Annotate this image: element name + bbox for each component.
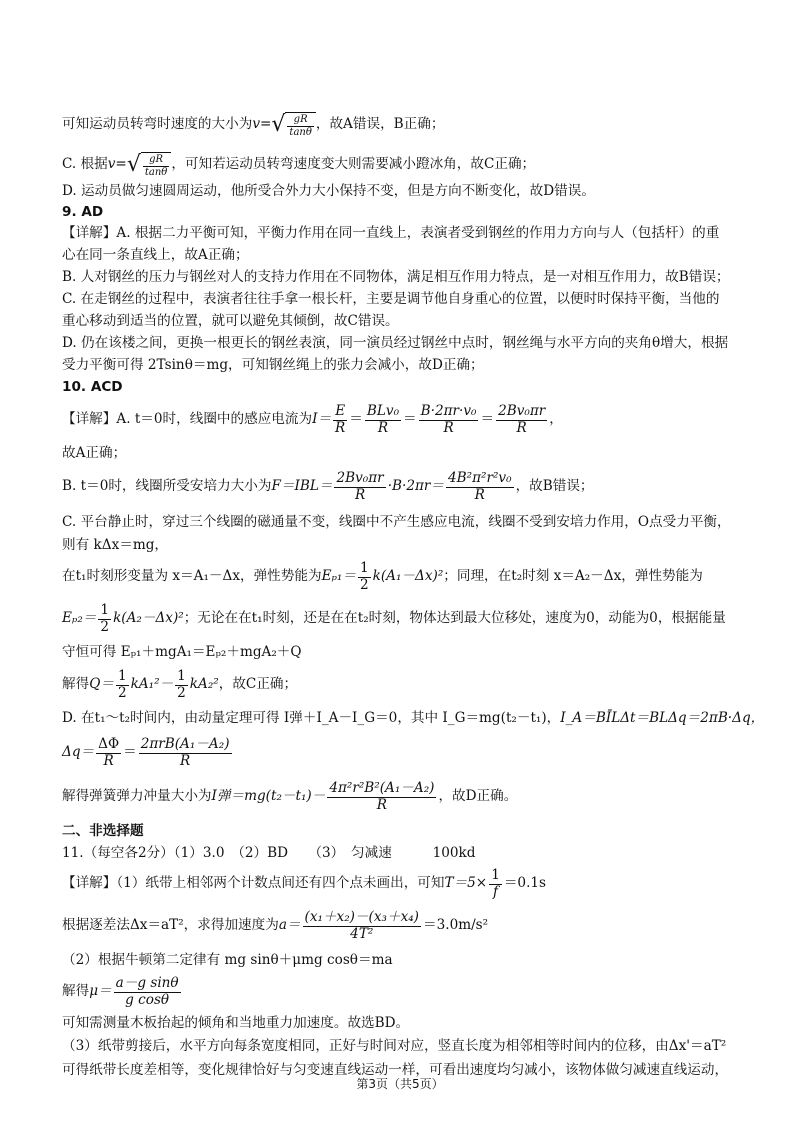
page-footer: 第3页（共5页）	[356, 1077, 444, 1091]
q10-explain-c1: C. 平台静止时，穿过三个线圈的磁通量不变，线圈中不产生感应电流，线圈不受到安培力作用，O点受力平衡，	[62, 514, 731, 530]
formula: Eₚ₂＝	[62, 610, 97, 627]
equals: ＝	[349, 411, 363, 428]
formula: ·B·2πr＝	[387, 478, 444, 495]
text: 根据逐差法Δx＝aT²，求得加速度为	[62, 917, 279, 934]
equals: ＝	[480, 411, 495, 428]
fraction: $\frac{\text{2πrB(A₁－A₂)}}{R}$	[140, 735, 230, 769]
sqrt-formula: √ $\frac{gR}{\tan\theta}$	[127, 152, 171, 178]
question-9-answer: 9. AD	[62, 204, 104, 220]
formula: I_A＝BĪLΔt＝BLΔq＝2πB·Δq，	[560, 710, 765, 727]
sqrt-formula: √ $\frac{gR}{\tan\theta}$	[271, 112, 315, 138]
text: ，故C正确；	[218, 676, 298, 693]
fraction: $\frac{\text{4π²r²B²(A₁－A₂)}}{R}$	[329, 779, 435, 813]
q11-explain-4	[62, 972, 752, 1012]
formula: I＝	[312, 411, 332, 428]
line-option-c	[62, 150, 752, 180]
q9-explain-a2: 心在同一条直线上，故A正确；	[62, 247, 249, 263]
text: 解得	[62, 676, 90, 693]
q11-explain-2	[62, 904, 752, 948]
q9-explain-d2: 受力平衡可得 2Tsinθ＝mg，可知钢丝绳上的张力会减小，故D正确；	[62, 357, 484, 373]
text: ，故B错误；	[515, 478, 594, 495]
fraction: $\frac{\text{BLv₀}}{R}$	[366, 402, 400, 436]
formula: Eₚ₁＝	[321, 568, 356, 585]
q11-explain-6: （3）纸带剪接后，水平方向每条宽度相同，正好与时间对应，竖直长度为相邻相等时间内的位移，由Δx'＝aT²	[62, 1038, 727, 1054]
q10-explain-d3	[62, 774, 752, 820]
equals: ＝	[403, 411, 417, 428]
fraction: $\frac{E}{R}$	[335, 402, 346, 436]
fraction-half: $\frac{1}{2}$	[117, 667, 127, 701]
formula: ＝3.0m/s²	[423, 917, 489, 934]
formula: kA₂²	[189, 676, 219, 693]
fraction: $\frac{\Delta\Phi}{R}$	[98, 735, 120, 769]
fraction: $\frac{\text{2Bv₀πr}}{R}$	[498, 402, 546, 436]
fraction-half: $\frac{1}{2}$	[100, 601, 110, 635]
text: 【详解】（1）纸带上相邻两个计数点间还有四个点未画出，可知	[62, 875, 445, 892]
formula: T＝5×	[444, 875, 488, 892]
comma: ，	[549, 411, 563, 428]
answer-content	[62, 108, 765, 1082]
text: ，故A错误，B正确；	[315, 116, 445, 133]
question-10-answer: 10. ACD	[62, 379, 123, 395]
fraction: $\frac{\text{a－g sinθ}}{\text{g cosθ}}$	[115, 974, 179, 1008]
q9-explain-a1: 【详解】A. 根据二力平衡可知，平衡力作用在同一直线上，表演者受到钢丝的作用力方向与人（包括杆）的重	[62, 225, 720, 241]
text: ；同理，在t₂时刻 x＝A₂－Δx，弹性势能为	[443, 568, 703, 585]
text: 【详解】A. t＝0时，线圈中的感应电流为	[62, 411, 313, 428]
question-11-answer: 11.（每空各2分）（1）3.0 （2）BD （3） 匀减速 100kd	[62, 845, 476, 861]
fraction: $\frac{\text{(x₁＋x₂)－(x₃＋x₄)}}{\text{4T²}}$	[304, 908, 419, 942]
equals: ＝	[123, 744, 137, 761]
formula: μ＝	[89, 983, 112, 1000]
q10-explain-a2: 故A正确；	[62, 445, 127, 461]
q11-explain-1	[62, 864, 752, 904]
q10-explain-d1	[62, 706, 765, 732]
text: B. t＝0时，线圈所受安培力大小为	[62, 478, 272, 495]
q11-explain-5: 可知需测量木板抬起的倾角和当地重力加速度。故选BD。	[62, 1015, 410, 1031]
text: 解得弹簧弹力冲量大小为	[62, 788, 212, 805]
section-2-heading: 二、非选择题	[62, 823, 144, 839]
formula: k(A₂－Δx)²	[113, 610, 184, 627]
text: ，可知若运动员转弯速度变大则需要减小蹬冰角，故C正确；	[171, 156, 536, 173]
formula: k(A₁－Δx)²	[372, 568, 444, 585]
q10-explain-c6	[62, 664, 752, 706]
fraction: $\frac{\text{B·2πr·v₀}}{R}$	[420, 402, 477, 436]
q10-explain-c5: 守恒可得 Eₚ₁＋mgA₁＝Eₚ₂＋mgA₂＋Q	[62, 644, 302, 660]
q9-explain-b: B. 人对钢丝的压力与钢丝对人的支持力作用在不同物体，满足相互作用力特点，是一对相互作用力，故B错误；	[62, 269, 730, 285]
q10-explain-c4	[62, 598, 752, 640]
formula: kA₁²－	[130, 676, 174, 693]
text: 在t₁时刻形变量为 x＝A₁－Δx，弹性势能为	[62, 568, 322, 585]
q9-explain-d1: D. 仍在该楼之间，更换一根更长的钢丝表演，同一演员经过钢丝中点时，钢丝绳与水平方向的夹角θ增大，根据	[62, 335, 729, 351]
q9-explain-c2: 重心移动到适当的位置，就可以避免其倾倒，故C错误。	[62, 313, 399, 329]
text: ，故D正确。	[438, 788, 518, 805]
q10-explain-a1	[62, 398, 752, 442]
q11-explain-7: 可得纸带长度差相等，变化规律恰好与匀变速直线运动一样，可看出速度均匀减小，该物体做匀减速直线运动，	[62, 1062, 729, 1078]
fraction: $\frac{\text{4B²π²r²v₀}}{R}$	[448, 469, 512, 503]
formula: F＝IBL＝	[271, 478, 333, 495]
text: v=	[107, 156, 127, 173]
text: 解得	[62, 983, 90, 1000]
formula: ＝0.1s	[503, 875, 547, 892]
line-option-d: D. 运动员做匀速圆周运动，他所受合外力大小保持不变，但是方向不断变化，故D错误。	[62, 183, 595, 199]
text: 可知运动员转弯时速度的大小为	[62, 116, 253, 133]
fraction-half: $\frac{1}{2}$	[359, 559, 369, 593]
formula: a＝	[278, 917, 301, 934]
fraction: $\frac{1}{f}$	[491, 866, 500, 900]
fraction: $\frac{\text{2Bv₀πr}}{R}$	[336, 469, 384, 503]
fraction-half: $\frac{1}{2}$	[177, 667, 186, 701]
text: D. 在t₁～t₂时间内，由动量定理可得 I弹＋I_A－I_G＝0，其中 I_G＝mg(t₂－t₁)，	[62, 710, 561, 727]
formula: Δq＝	[62, 744, 95, 761]
q10-explain-b1	[62, 464, 752, 510]
q10-explain-c2: 则有 kΔx＝mg，	[62, 537, 169, 553]
text: C. 根据	[62, 156, 108, 173]
text: v=	[252, 116, 272, 133]
q10-explain-c3	[62, 556, 752, 598]
formula: Q＝	[89, 676, 114, 693]
q10-explain-d2	[62, 732, 752, 774]
q9-explain-c1: C. 在走钢丝的过程中，表演者往往手拿一根长杆，主要是调节他自身重心的位置，以便时时保持平衡，当他的	[62, 291, 720, 307]
text: ；无论在在t₁时刻，还是在在t₂时刻，物体达到最大位移处，速度为0，动能为0，根据能量	[183, 610, 726, 627]
line-speed-conclusion	[62, 108, 752, 142]
q11-explain-3: （2）根据牛顿第二定律有 mg sinθ＋μmg cosθ＝ma	[62, 952, 393, 968]
formula: I弹＝mg(t₂－t₁)－	[211, 788, 326, 805]
